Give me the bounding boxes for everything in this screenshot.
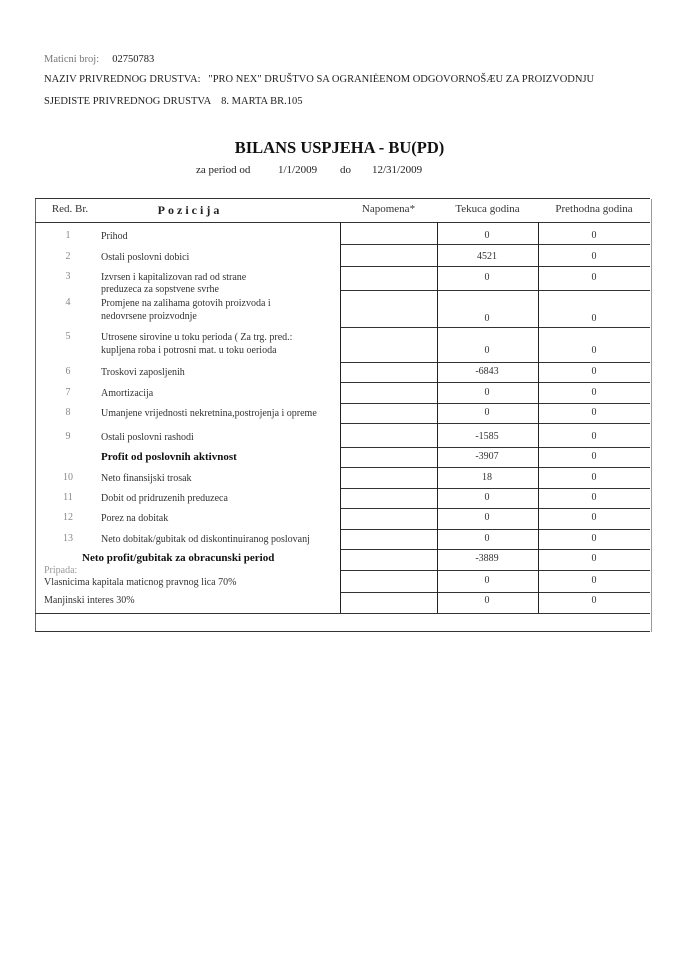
row-label: Profit od poslovnih aktivnost — [101, 451, 237, 463]
row-label: Ostali poslovni rashodi — [101, 432, 194, 443]
row-number: 3 — [65, 271, 71, 282]
company-name-value: "PRO NEX" DRUŠTVO SA OGRANIĖENOM ODGOVORNOŠÆU ZA PROIZVODNJU — [208, 74, 595, 85]
row-number: 11 — [63, 492, 73, 503]
company-seat-value: 8. MARTA BR.105 — [221, 96, 303, 107]
row-label-line2: kupljena roba i potrosni mat. u toku oerioda — [101, 345, 277, 356]
header-bottom-border — [35, 222, 650, 223]
row-label: Amortizacija — [101, 388, 154, 399]
current-year-value: 0 — [484, 533, 490, 544]
current-year-value: 18 — [482, 472, 492, 483]
row-label: Vlasnicima kapitala maticnog pravnog lica 70% — [44, 577, 237, 588]
row-label: Utrosene sirovine u toku perioda ( Za trg. pred.: — [101, 332, 293, 343]
row-number: 4 — [65, 297, 71, 308]
row-number: 7 — [65, 387, 71, 398]
row-divider — [340, 382, 650, 383]
column-header-tekuca-godina: Tekuca godina — [455, 203, 520, 215]
previous-year-value: 0 — [591, 251, 597, 262]
current-year-value: 0 — [484, 595, 490, 606]
current-year-value: 0 — [484, 387, 490, 398]
current-year-value: -3907 — [475, 451, 499, 462]
period-to-label: do — [340, 164, 351, 176]
row-number: 9 — [65, 431, 71, 442]
document-title: BILANS USPJEHA - BU(PD) — [234, 138, 445, 157]
row-divider — [340, 327, 650, 328]
company-name — [44, 74, 594, 85]
previous-year-value: 0 — [591, 575, 597, 586]
column-header-red-br: Red. Br. — [51, 203, 89, 215]
previous-year-value: 0 — [591, 431, 597, 442]
row-number: 10 — [63, 472, 73, 483]
maticni-broj-label: Maticni broj: — [44, 54, 100, 65]
row-number: 1 — [65, 230, 71, 241]
current-year-value: 0 — [484, 272, 490, 283]
row-divider — [340, 488, 650, 489]
previous-year-value: 0 — [591, 366, 597, 377]
column-header-prethodna-godina: Prethodna godina — [555, 203, 633, 215]
previous-year-value: 0 — [591, 595, 597, 606]
table-body-bottom-border — [35, 613, 650, 614]
attributable-to-label: Pripada: — [44, 565, 78, 576]
column-header-pozicija: Pozicija — [157, 203, 223, 217]
previous-year-value: 0 — [591, 407, 597, 418]
row-divider — [340, 467, 650, 468]
period-from: 1/1/2009 — [278, 164, 318, 176]
row-number: 8 — [65, 407, 71, 418]
current-year-value: 4521 — [477, 251, 497, 262]
row-label: Promjene na zalihama gotovih proizvoda i — [101, 298, 271, 309]
maticni-broj-value: 02750783 — [112, 54, 155, 65]
row-label: Manjinski interes 30% — [44, 595, 135, 606]
row-label: Ostali poslovni dobici — [101, 252, 190, 263]
row-label: Umanjene vrijednosti nekretnina,postrojenja i opreme — [101, 408, 317, 419]
row-divider — [340, 423, 650, 424]
current-year-value: -6843 — [475, 366, 499, 377]
previous-year-value: 0 — [591, 472, 597, 483]
row-divider — [340, 244, 650, 245]
row-divider — [340, 290, 650, 291]
current-year-value: 0 — [484, 512, 490, 523]
row-divider — [340, 549, 650, 550]
previous-year-value: 0 — [591, 345, 597, 356]
row-label: Izvrsen i kapitalizovan rad od strane — [101, 272, 247, 283]
current-year-value: 0 — [484, 575, 490, 586]
period-to: 12/31/2009 — [372, 164, 423, 176]
current-year-value: 0 — [484, 407, 490, 418]
row-number: 2 — [65, 251, 71, 262]
previous-year-value: 0 — [591, 451, 597, 462]
row-divider — [340, 266, 650, 267]
row-number: 13 — [63, 533, 73, 544]
row-number: 6 — [65, 366, 71, 377]
row-label-line2: preduzeca za sopstvene svrhe — [101, 284, 219, 295]
previous-year-value: 0 — [591, 272, 597, 283]
previous-year-value: 0 — [591, 553, 597, 564]
previous-year-value: 0 — [591, 313, 597, 324]
previous-year-value: 0 — [591, 492, 597, 503]
row-divider — [340, 403, 650, 404]
period-from-label: za period od — [196, 164, 251, 176]
table-top-border — [35, 198, 650, 199]
current-year-value: 0 — [484, 492, 490, 503]
current-year-value: 0 — [484, 345, 490, 356]
row-divider — [340, 362, 650, 363]
row-number: 5 — [65, 331, 71, 342]
row-label: Neto profit/gubitak za obracunski period — [82, 552, 275, 564]
table-bottom-border — [35, 631, 650, 632]
company-seat — [44, 96, 303, 107]
row-label: Dobit od pridruzenih preduzeca — [101, 493, 228, 504]
row-divider — [340, 592, 650, 593]
current-year-value: 0 — [484, 313, 490, 324]
company-seat-label: SJEDISTE PRIVREDNOG DRUSTVA — [44, 96, 211, 107]
row-number: 12 — [63, 512, 73, 523]
previous-year-value: 0 — [591, 533, 597, 544]
previous-year-value: 0 — [591, 230, 597, 241]
row-label: Prihod — [101, 231, 128, 242]
current-year-value: -1585 — [475, 431, 499, 442]
row-label: Troskovi zaposljenih — [101, 367, 185, 378]
row-divider — [340, 447, 650, 448]
current-year-value: 0 — [484, 230, 490, 241]
row-label: Porez na dobitak — [101, 513, 169, 524]
current-year-value: -3889 — [475, 553, 499, 564]
company-name-label: NAZIV PRIVREDNOG DRUSTVA: — [44, 74, 201, 85]
row-label-line2: nedovrsene proizvodnje — [101, 311, 197, 322]
row-divider — [340, 570, 650, 571]
previous-year-value: 0 — [591, 512, 597, 523]
previous-year-value: 0 — [591, 387, 597, 398]
row-label: Neto dobitak/gubitak od diskontinuiranog poslovanj — [101, 534, 310, 545]
maticni-broj — [44, 54, 154, 65]
row-label: Neto finansijski trosak — [101, 473, 192, 484]
row-divider — [340, 508, 650, 509]
column-header-napomena: Napomena* — [361, 203, 416, 215]
row-divider — [340, 529, 650, 530]
